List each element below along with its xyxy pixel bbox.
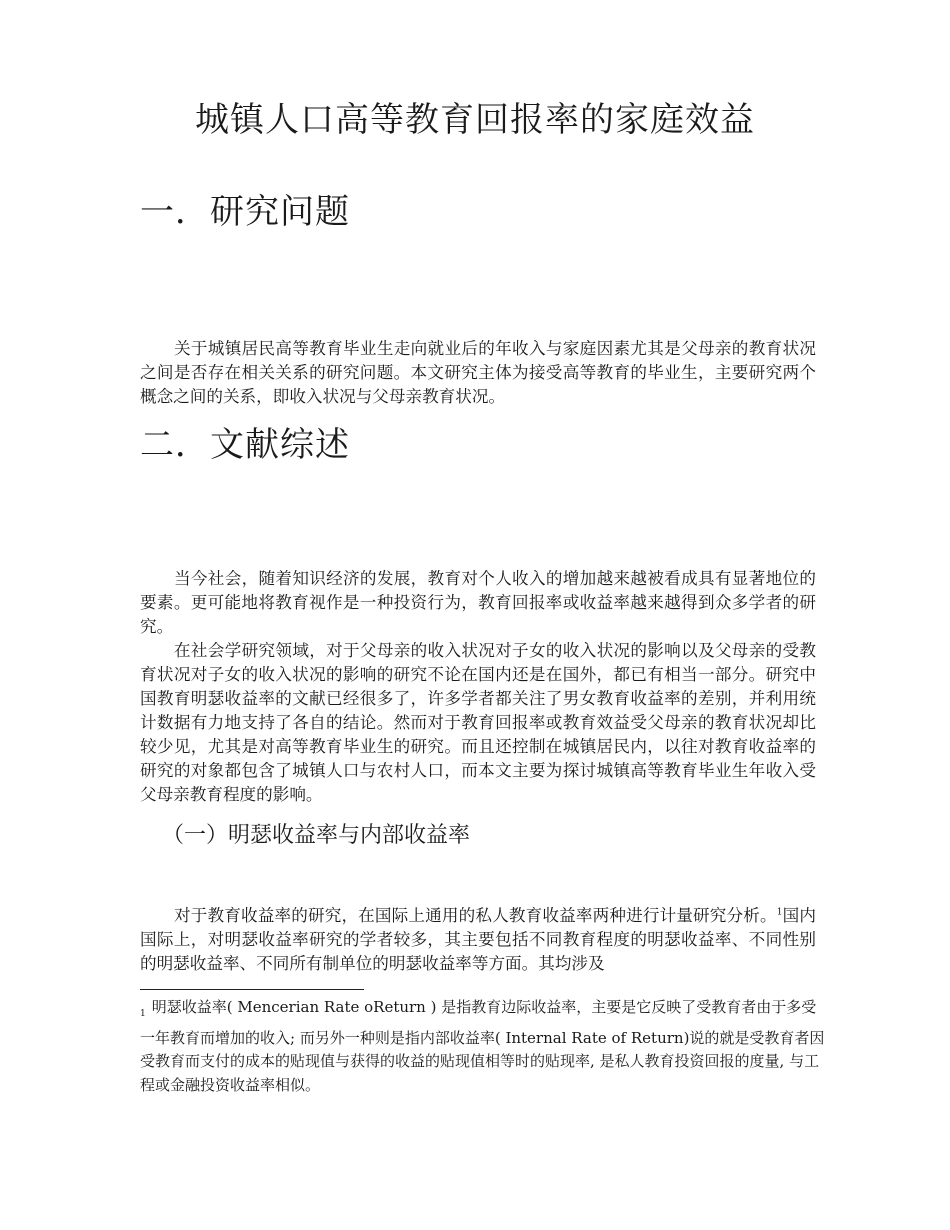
footnote-mark: 1 bbox=[140, 1009, 146, 1019]
footnote-reference[interactable]: 1 bbox=[776, 907, 783, 918]
paragraph-text-before-ref: 对于教育收益率的研究，在国际上通用的私人教育收益率两种进行计量研究分析。 bbox=[174, 906, 777, 925]
section-heading-research-question: 一．研究问题 bbox=[140, 192, 350, 232]
footnote bbox=[140, 996, 830, 1097]
footnote-text: 明瑟收益率( Mencerian Rate oReturn ) 是指教育边际收益率，主要是它反映了受教育者由于多受一年教育而增加的收入; 而另外一种则是指内部收益率( Internal Rate of Return)说的就是受教育者因受教育而支付的成本的贴现值与获得的收益的贴现值相等时的贴现率, 是私人教育投资回报的度量, 与工程或金融投资收益率相似。 bbox=[140, 998, 825, 1094]
subsection-heading-mincer-irr: （一）明瑟收益率与内部收益率 bbox=[162, 823, 471, 848]
paragraph-research-question: 关于城镇居民高等教育毕业生走向就业后的年收入与家庭因素尤其是父母亲的教育状况之间是否存在相关关系的研究问题。本文研究主体为接受高等教育的毕业生，主要研究两个概念之间的关系，即收入状况与父母亲教育状况。 bbox=[140, 339, 816, 406]
paragraph-mincer-irr bbox=[140, 904, 816, 976]
paragraph-literature-sociology: 在社会学研究领域，对于父母亲的收入状况对子女的收入状况的影响以及父母亲的受教育状况对子女的收入状况的影响的研究不论在国内还是在国外，都已有相当一部分。研究中国教育明瑟收益率的文献已经很多了，许多学者都关注了男女教育收益率的差别，并利用统计数据有力地支持了各自的结论。然而对于教育回报率或教育效益受父母亲的教育状况却比较少见，尤其是对高等教育毕业生的研究。而且还控制在城镇居民内，以往对教育收益率的研究的对象都包含了城镇人口与农村人口，而本文主要为探讨城镇高等教育毕业生年收入受父母亲教育程度的影响。 bbox=[140, 641, 816, 804]
paragraph-text-after-ref: 国内国际上，对明瑟收益率研究的学者较多，其主要包括不同教育程度的明瑟收益率、不同性别的明瑟收益率、不同所有制单位的明瑟收益率等方面。其均涉及 bbox=[140, 906, 817, 973]
paragraph-literature-intro: 当今社会，随着知识经济的发展，教育对个人收入的增加越来越被看成具有显著地位的要素。更可能地将教育视作是一种投资行为，教育回报率或收益率越来越得到众多学者的研究。 bbox=[140, 569, 816, 636]
section-heading-literature-review: 二．文献综述 bbox=[140, 425, 350, 465]
footnote-divider bbox=[140, 989, 364, 990]
page-title: 城镇人口高等教育回报率的家庭效益 bbox=[195, 100, 755, 140]
